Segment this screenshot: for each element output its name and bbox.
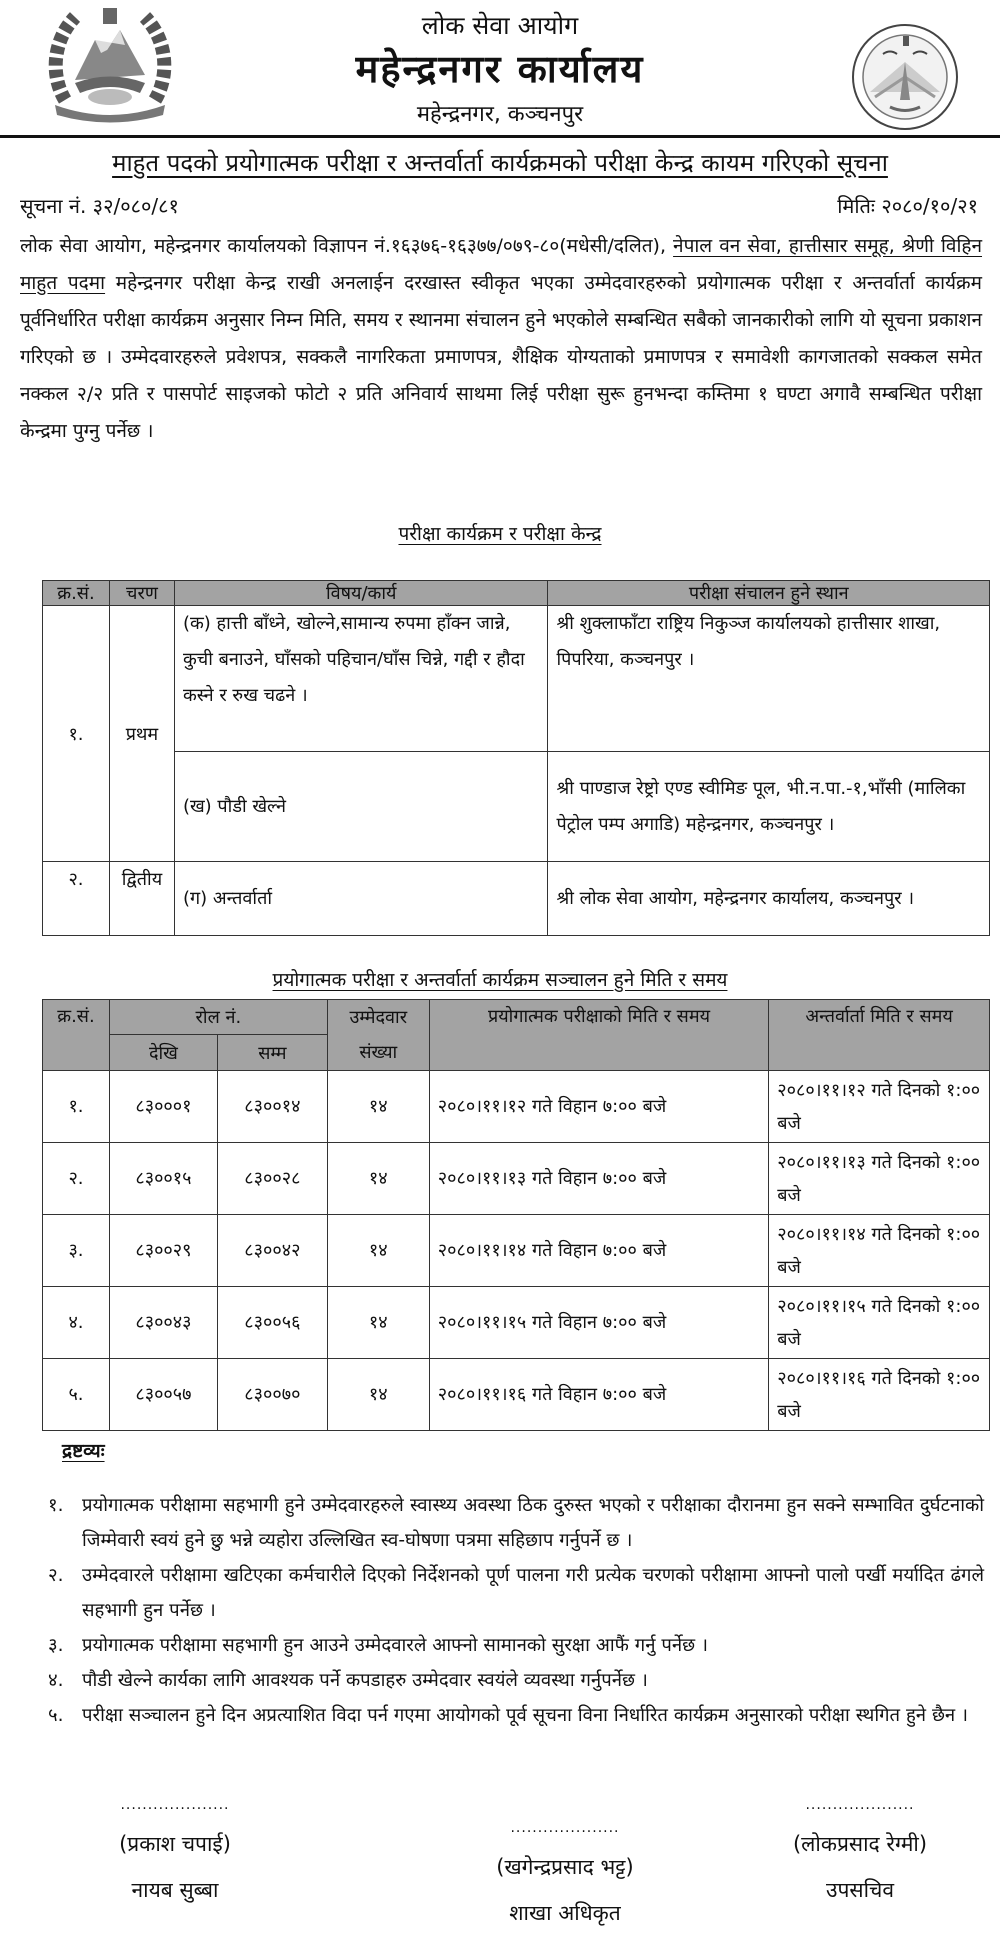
signatory-3 [760,1795,960,1905]
signatory-2 [455,1818,675,1928]
header-venue: परीक्षा संचालन हुने स्थान [548,581,990,606]
cell-candidate-count: १४ [327,1143,429,1215]
table-row [43,862,990,936]
note-item [48,1628,984,1663]
header-to: सम्म [217,1035,327,1071]
note-number: ४. [48,1670,64,1691]
cell-interview-datetime: २०८०।११।१३ गते दिनको १:०० बजे [769,1143,990,1215]
header-practical-date: प्रयोगात्मक परीक्षाको मिति र समय [429,1000,769,1071]
cell-roll-to: ८३००७० [217,1359,327,1431]
cell-candidate-count: १४ [327,1359,429,1431]
cell-roll-to: ८३००४२ [217,1215,327,1287]
cell-roll-from: ८३००४३ [109,1287,217,1359]
table-row [43,1071,990,1143]
signature-line: .................... [510,1820,620,1836]
note-number: २. [48,1565,64,1586]
header-sn: क्र.सं. [43,1000,110,1071]
exam-centers-table [42,580,990,936]
note-text: परीक्षा सञ्चालन हुने दिन अप्रत्याशित विदा पर्न गएमा आयोगको पूर्व सूचना विना निर्धारित कार्यक्रम अनुसारको परीक्षा स्थगित हुने छैन । [82,1705,969,1726]
cell-candidate-count: १४ [327,1071,429,1143]
header-candidates-line1: उम्मेदवार [327,1000,429,1035]
signature-line: .................... [805,1797,915,1813]
note-text: पौडी खेल्ने कार्यका लागि आवश्यक पर्ने कपडाहरु उम्मेदवार स्वयंले व्यवस्था गर्नुपर्नेछ । [82,1670,648,1691]
signature-line: .................... [120,1797,230,1813]
header-candidates-line2: संख्या [327,1035,429,1071]
office-location: महेन्द्रनगर, कञ्चनपुर [416,102,584,127]
cell-roll-to: ८३००५६ [217,1287,327,1359]
psc-logo-icon [850,22,960,132]
letterhead [0,0,1000,135]
post-name-underlined: नेपाल वन सेवा, हात्तीसार समूह, श्रेणी विहिन माहुत पदमा [20,235,983,294]
note-item [48,1698,984,1733]
cell-roll-to: ८३००२८ [217,1143,327,1215]
office-name: महेन्द्रनगर कार्यालय [355,47,645,91]
cell-subject: (क) हात्ती बाँध्ने, खोल्ने,सामान्य रुपमा हाँक्न जान्ने, कुची बनाउने, घाँसको पहिचान/घाँस चिन्ने, गद्दी र हौदा कस्ने र रुख चढने । [174,606,548,752]
table-header-row [43,1000,990,1035]
note-item [48,1558,984,1628]
cell-subject: (ख) पौडी खेल्ने [174,752,548,862]
cell-sn: १. [43,1071,110,1143]
body-text-part2: महेन्द्रनगर परीक्षा केन्द्र राखी अनलाईन दरखास्त स्वीकृत भएका उम्मेदवारहरुको प्रयोगात्मक परीक्षा र अन्तर्वार्ता कार्यक्रम पूर्वनिर्धारित परीक्षा कार्यक्रम अनुसार निम्न मिति, समय र स्थानमा संचालन हुने भएकोले सम्बन्धित सबैको जानकारीको लागि यो सूचना प्रकाशन गरिएको छ । उम्मेदवारहरुले प्रवेशपत्र, सक्कलै नागरिकता प्रमाणपत्र, शैक्षिक योग्यताको प्रमाणपत्र र समावेशी कागजातको सक्कल समेत नक्कल २/२ प्रति र पासपोर्ट साइजको फोटो २ प्रति अनिवार्य साथमा लिई परीक्षा सुरू हुनभन्दा कम्तिमा १ घण्टा अगावै सम्बन्धित परीक्षा केन्द्रमा पुग्नु पर्नेछ । [20,272,982,442]
note-item [48,1663,984,1698]
notice-title: माहुत पदको प्रयोगात्मक परीक्षा र अन्तर्वार्ता कार्यक्रमको परीक्षा केन्द्र कायम गरिएको सूचना [112,149,888,177]
signatory-role: उपसचिव [825,1878,895,1902]
cell-phase: प्रथम [109,606,174,862]
cell-sn: ३. [43,1215,110,1287]
signatory-name: (खगेन्द्रप्रसाद भट्ट) [496,1855,634,1879]
org-name: लोक सेवा आयोग [421,11,579,40]
cell-roll-from: ८३००१५ [109,1143,217,1215]
cell-practical-datetime: २०८०।११।१२ गते विहान ७:०० बजे [429,1071,769,1143]
notice-body [20,228,982,450]
cell-sn: ५. [43,1359,110,1431]
header-from: देखि [109,1035,217,1071]
notes-title: द्रष्टव्यः [62,1440,105,1462]
cell-venue: श्री शुक्लाफाँटा राष्ट्रिय निकुञ्ज कार्यालयको हात्तीसार शाखा, पिपरिया, कञ्चनपुर । [548,606,990,752]
signatory-role: नायब सुब्बा [131,1878,219,1902]
header-divider [0,135,1000,138]
note-text: प्रयोगात्मक परीक्षामा सहभागी हुने उम्मेदवारहरुले स्वास्थ्य अवस्था ठिक दुरुस्त भएको र परीक्षाका दौरानमा हुन सक्ने सम्भावित दुर्घटनाको जिम्मेवारी स्वयं हुने छु भन्ने व्यहोरा उल्लिखित स्व-घोषणा पत्रमा सहिछाप गर्नुपर्ने छ । [82,1495,984,1551]
cell-roll-from: ८३००२९ [109,1215,217,1287]
table-row [43,1287,990,1359]
header-interview-date: अन्तर्वार्ता मिति र समय [769,1000,990,1071]
cell-roll-from: ८३००५७ [109,1359,217,1431]
cell-practical-datetime: २०८०।११।१३ गते विहान ७:०० बजे [429,1143,769,1215]
note-text: उम्मेदवारले परीक्षामा खटिएका कर्मचारीले दिएको निर्देशनको पूर्ण पालना गरी प्रत्येक चरणको परीक्षामा आफ्नो पालो पर्खी मर्यादित ढंगले सहभागी हुन पर्नेछ । [82,1565,984,1621]
schedule-section-title: प्रयोगात्मक परीक्षा र अन्तर्वार्ता कार्यक्रम सञ्चालन हुने मिति र समय [272,969,728,991]
cell-interview-datetime: २०८०।११।१२ गते दिनको १:०० बजे [769,1071,990,1143]
cell-sn: ४. [43,1287,110,1359]
note-number: ५. [48,1705,64,1726]
note-item [48,1488,984,1558]
note-text: प्रयोगात्मक परीक्षामा सहभागी हुन आउने उम्मेदवारले आफ्नो सामानको सुरक्षा आफैं गर्नु पर्नेछ । [82,1635,708,1656]
cell-venue: श्री लोक सेवा आयोग, महेन्द्रनगर कार्यालय, कञ्चनपुर । [548,862,990,936]
signatory-name: (लोकप्रसाद रेग्मी) [792,1832,928,1856]
table-row [43,606,990,752]
cell-interview-datetime: २०८०।११।१६ गते दिनको १:०० बजे [769,1359,990,1431]
signatory-name: (प्रकाश चपाई) [119,1832,231,1856]
table-row [43,1143,990,1215]
note-number: ३. [48,1635,64,1656]
cell-practical-datetime: २०८०।११।१४ गते विहान ७:०० बजे [429,1215,769,1287]
note-number: १. [48,1495,64,1516]
notice-date: मितिः २०८०/१०/२१ [837,194,978,218]
schedule-table [42,999,990,1431]
signatory-1 [80,1795,270,1905]
cell-roll-from: ८३०००१ [109,1071,217,1143]
cell-venue: श्री पाण्डाज रेष्ट्रो एण्ड स्वीमिङ पूल, भी.न.पा.-१,भाँसी (मालिका पेट्रोल पम्प अगाडि) महेन्द्रनगर, कञ्चनपुर । [548,752,990,862]
notice-reference-number: सूचना नं. ३२/०८०/८१ [20,194,179,218]
table-row [43,1215,990,1287]
signatory-role: शाखा अधिकृत [509,1901,621,1925]
cell-practical-datetime: २०८०।११।१६ गते विहान ७:०० बजे [429,1359,769,1431]
cell-phase: द्वितीय [109,862,174,936]
cell-subject: (ग) अन्तर्वार्ता [174,862,548,936]
table-row [43,1359,990,1431]
exam-centers-section-title: परीक्षा कार्यक्रम र परीक्षा केन्द्र [398,523,602,545]
body-text-part1: लोक सेवा आयोग, महेन्द्रनगर कार्यालयको विज्ञापन नं.१६३७६-१६३७७/०७९-८०(मधेसी/दलित), [20,235,674,257]
table-row [43,752,990,862]
header-roll-no: रोल नं. [109,1000,327,1035]
cell-sn: २. [43,862,110,936]
cell-candidate-count: १४ [327,1215,429,1287]
header-subject: विषय/कार्य [174,581,548,606]
cell-interview-datetime: २०८०।११।१४ गते दिनको १:०० बजे [769,1215,990,1287]
cell-sn: २. [43,1143,110,1215]
cell-candidate-count: १४ [327,1287,429,1359]
cell-practical-datetime: २०८०।११।१५ गते विहान ७:०० बजे [429,1287,769,1359]
cell-roll-to: ८३००१४ [217,1071,327,1143]
notes-list [48,1488,984,1733]
cell-sn: १. [43,606,110,862]
cell-interview-datetime: २०८०।११।१५ गते दिनको १:०० बजे [769,1287,990,1359]
table-header-row [43,581,990,606]
header-phase: चरण [109,581,174,606]
header-sn: क्र.सं. [43,581,110,606]
